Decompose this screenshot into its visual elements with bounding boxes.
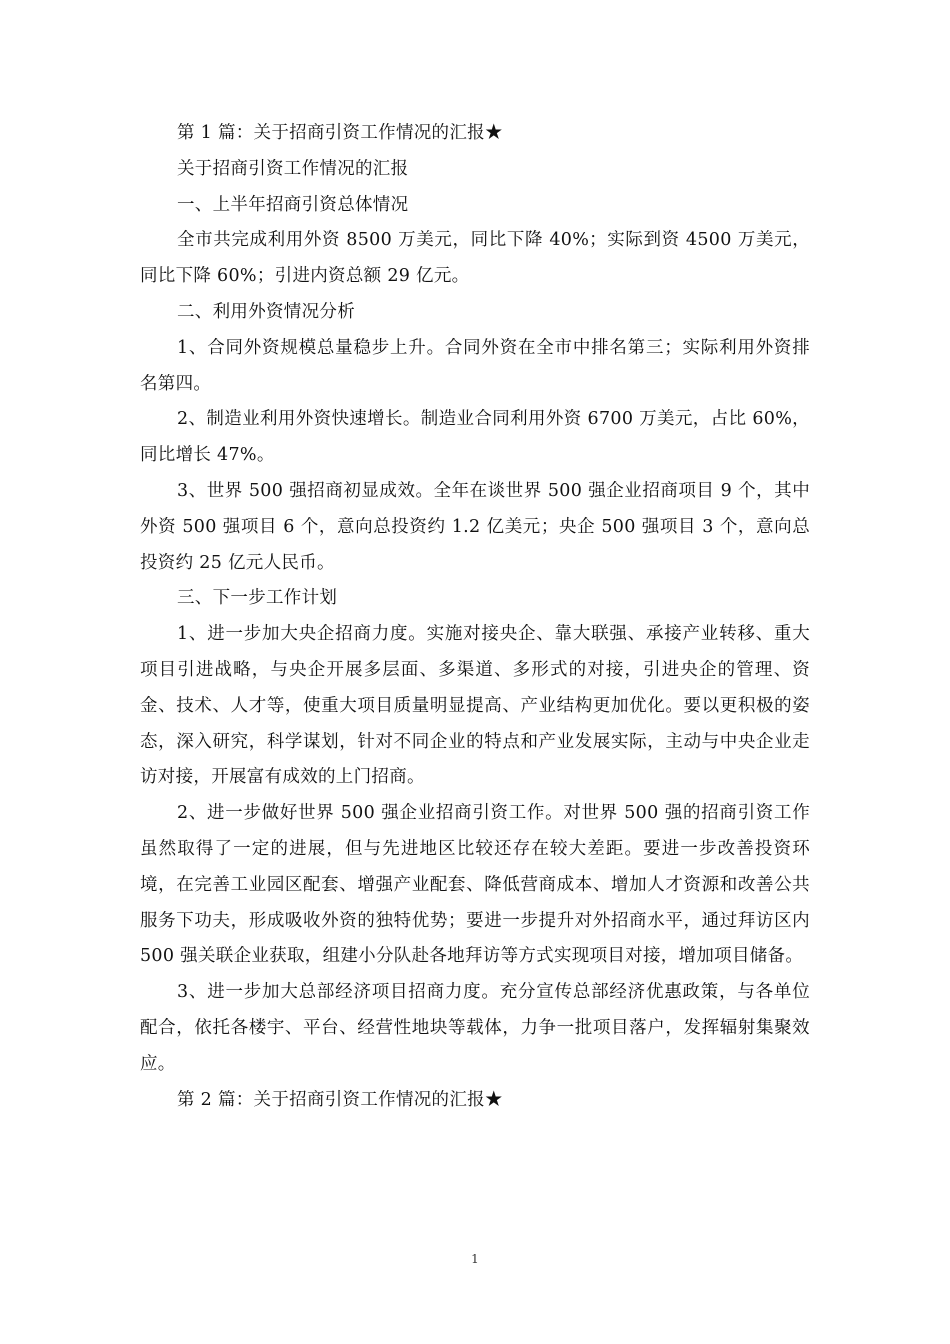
paragraph-analysis-1: 1、合同外资规模总量稳步上升。合同外资在全市中排名第三；实际利用外资排名第四。 (140, 337, 810, 394)
paragraph-plan-1: 1、进一步加大央企招商力度。实施对接央企、靠大联强、承接产业转移、重大项目引进战略，与央企开展多层面、多渠道、多形式的对接，引进央企的管理、资金、技术、人才等，使重大项目质量明显提高、产业结构更加优化。要以更积极的姿态，深入研究，科学谋划，针对不同企业的特点和产业发展实际，主动与中央企业走访对接，开展富有成效的上门招商。 (140, 624, 810, 788)
section-heading-2: 二、利用外资情况分析 (177, 301, 355, 322)
article-2-heading: 第 2 篇：关于招商引资工作情况的汇报★ (177, 1089, 503, 1110)
paragraph-analysis-2: 2、制造业利用外资快速增长。制造业合同利用外资 6700 万美元，占比 60%，同比增长 47%。 (140, 409, 810, 466)
paragraph-analysis-3: 3、世界 500 强招商初显成效。全年在谈世界 500 强企业招商项目 9 个，其中外资 500 强项目 6 个，意向总投资约 1.2 亿美元；央企 500 强项目 3 个，意向总投资约 25 亿元人民币。 (140, 480, 810, 573)
section-heading-1: 一、上半年招商引资总体情况 (177, 194, 409, 215)
paragraph-plan-3: 3、进一步加大总部经济项目招商力度。充分宣传总部经济优惠政策，与各单位配合，依托各楼宇、平台、经营性地块等载体，力争一批项目落户，发挥辐射集聚效应。 (140, 982, 810, 1074)
paragraph-plan-2: 2、进一步做好世界 500 强企业招商引资工作。对世界 500 强的招商引资工作虽然取得了一定的进展，但与先进地区比较还存在较大差距。要进一步改善投资环境，在完善工业园区配套、增强产业配套、降低营商成本、增加人才资源和改善公共服务下功夫，形成吸收外资的独特优势；要进一步提升对外招商水平，通过拜访区内 500 强关联企业获取，组建小分队赴各地拜访等方式实现项目对接，增加项目储备。 (140, 803, 810, 967)
section-heading-3: 三、下一步工作计划 (177, 588, 338, 609)
document-body (140, 116, 810, 1118)
article-1-heading: 第 1 篇：关于招商引资工作情况的汇报★ (177, 123, 503, 143)
page-number: 1 (471, 1252, 479, 1266)
report-title: 关于招商引资工作情况的汇报 (177, 158, 409, 179)
paragraph-overview: 全市共完成利用外资 8500 万美元，同比下降 40%；实际到资 4500 万美元，同比下降 60%；引进内资总额 29 亿元。 (140, 230, 810, 287)
